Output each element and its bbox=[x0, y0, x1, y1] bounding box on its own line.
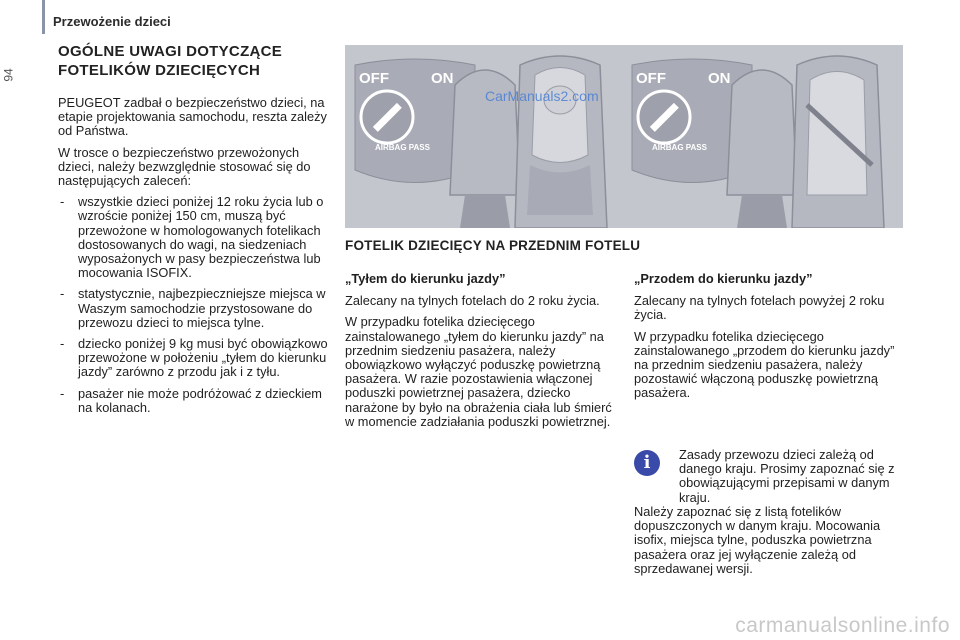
left-column bbox=[58, 96, 338, 422]
on-label: ON bbox=[708, 70, 731, 87]
info-note-text: Zasady przewozu dzieci zależą od danego kraju. Prosimy zapoznać się z obowiązującymi przepisami w danym kraju. bbox=[679, 447, 895, 505]
forward-facing-column bbox=[634, 272, 906, 408]
intro-paragraph-1: PEUGEOT zadbał o bezpieczeństwo dzieci, na etapie projektowania samochodu, reszta zależy od Państwa. bbox=[58, 95, 327, 139]
list-item: - pasażer nie może podróżować z dzieckiem na kolanach. bbox=[60, 385, 322, 415]
rear-facing-column bbox=[345, 272, 617, 436]
airbag-pass-label: AIRBAG PASS bbox=[375, 143, 430, 152]
forward-facing-seat-photo bbox=[622, 45, 903, 228]
off-label: OFF bbox=[636, 70, 666, 87]
front-seat-section-title: FOTELIK DZIECIĘCY NA PRZEDNIM FOTELU bbox=[345, 238, 641, 253]
rear-facing-heading: „Tyłem do kierunku jazdy” bbox=[345, 271, 506, 286]
watermark-text: CarManuals2.com bbox=[485, 88, 599, 104]
forward-facing-heading: „Przodem do kierunku jazdy” bbox=[634, 271, 813, 286]
rear-facing-paragraph-2: W przypadku fotelika dziecięcego zainstalowanego „tyłem do kierunku jazdy” na przednim siedzeniu pasażera, należy obowiązkowo wyłączyć poduszkę powietrzną pasażera. W razie pozostawienia włączonej poduszki powietrznej pasażera, dziecko narażone by było na obrażenia ciała lub śmierć w momencie zadziałania poduszki powietrznej. bbox=[345, 314, 612, 429]
footer-watermark: carmanualsonline.info bbox=[735, 614, 950, 637]
list-item: - wszystkie dzieci poniżej 12 roku życia lub o wzroście poniżej 150 cm, muszą być przewożone w homologowanych fotelikach dostosowanych do wagi, na siedzeniach wyposażonych w pasy bezpieczeństwa lub mocowania ISOFIX. bbox=[60, 194, 324, 281]
rear-facing-paragraph-1: Zalecany na tylnych fotelach do 2 roku życia. bbox=[345, 293, 600, 309]
airbag-pass-label: AIRBAG PASS bbox=[652, 143, 707, 152]
recommendations-list bbox=[58, 195, 338, 415]
info-icon: i bbox=[634, 450, 660, 476]
section-header-title: Przewożenie dzieci bbox=[53, 14, 171, 29]
on-label: ON bbox=[431, 70, 454, 87]
info-additional-text: Należy zapoznać się z listą fotelików dopuszczonych w danym kraju. Mocowania isofix, miejsca tylne, poduszka powietrzna pasażera oraz jej wyłączenie zależą od sprzedawanej wersji. bbox=[634, 504, 881, 576]
general-remarks-title: OGÓLNE UWAGI DOTYCZĄCE FOTELIKÓW DZIECIĘCYCH bbox=[58, 43, 283, 79]
off-label: OFF bbox=[359, 70, 389, 87]
header-accent-bar bbox=[42, 0, 45, 34]
page-number: 94 bbox=[1, 68, 16, 82]
forward-facing-paragraph-1: Zalecany na tylnych fotelach powyżej 2 roku życia. bbox=[634, 293, 885, 323]
forward-facing-paragraph-2: W przypadku fotelika dziecięcego zainstalowanego „przodem do kierunku jazdy” na przednim siedzeniu pasażera, należy pozostawić włączoną poduszkę powietrzną pasażera. bbox=[634, 328, 895, 401]
list-item: - dziecko poniżej 9 kg musi być obowiązkowo przewożone w położeniu „tyłem do kierunku jazdy” zarówno z przodu jak i z tyłu. bbox=[60, 336, 328, 380]
list-item: - statystycznie, najbezpieczniejsze miejsca w Waszym samochodzie przystosowane do przewozu dzieci to miejsca tylne. bbox=[60, 286, 326, 330]
rear-facing-seat-photo bbox=[345, 45, 626, 228]
intro-paragraph-2: W trosce o bezpieczeństwo przewożonych dzieci, należy bezwzględnie stosować się do następujących zaleceń: bbox=[58, 144, 311, 189]
